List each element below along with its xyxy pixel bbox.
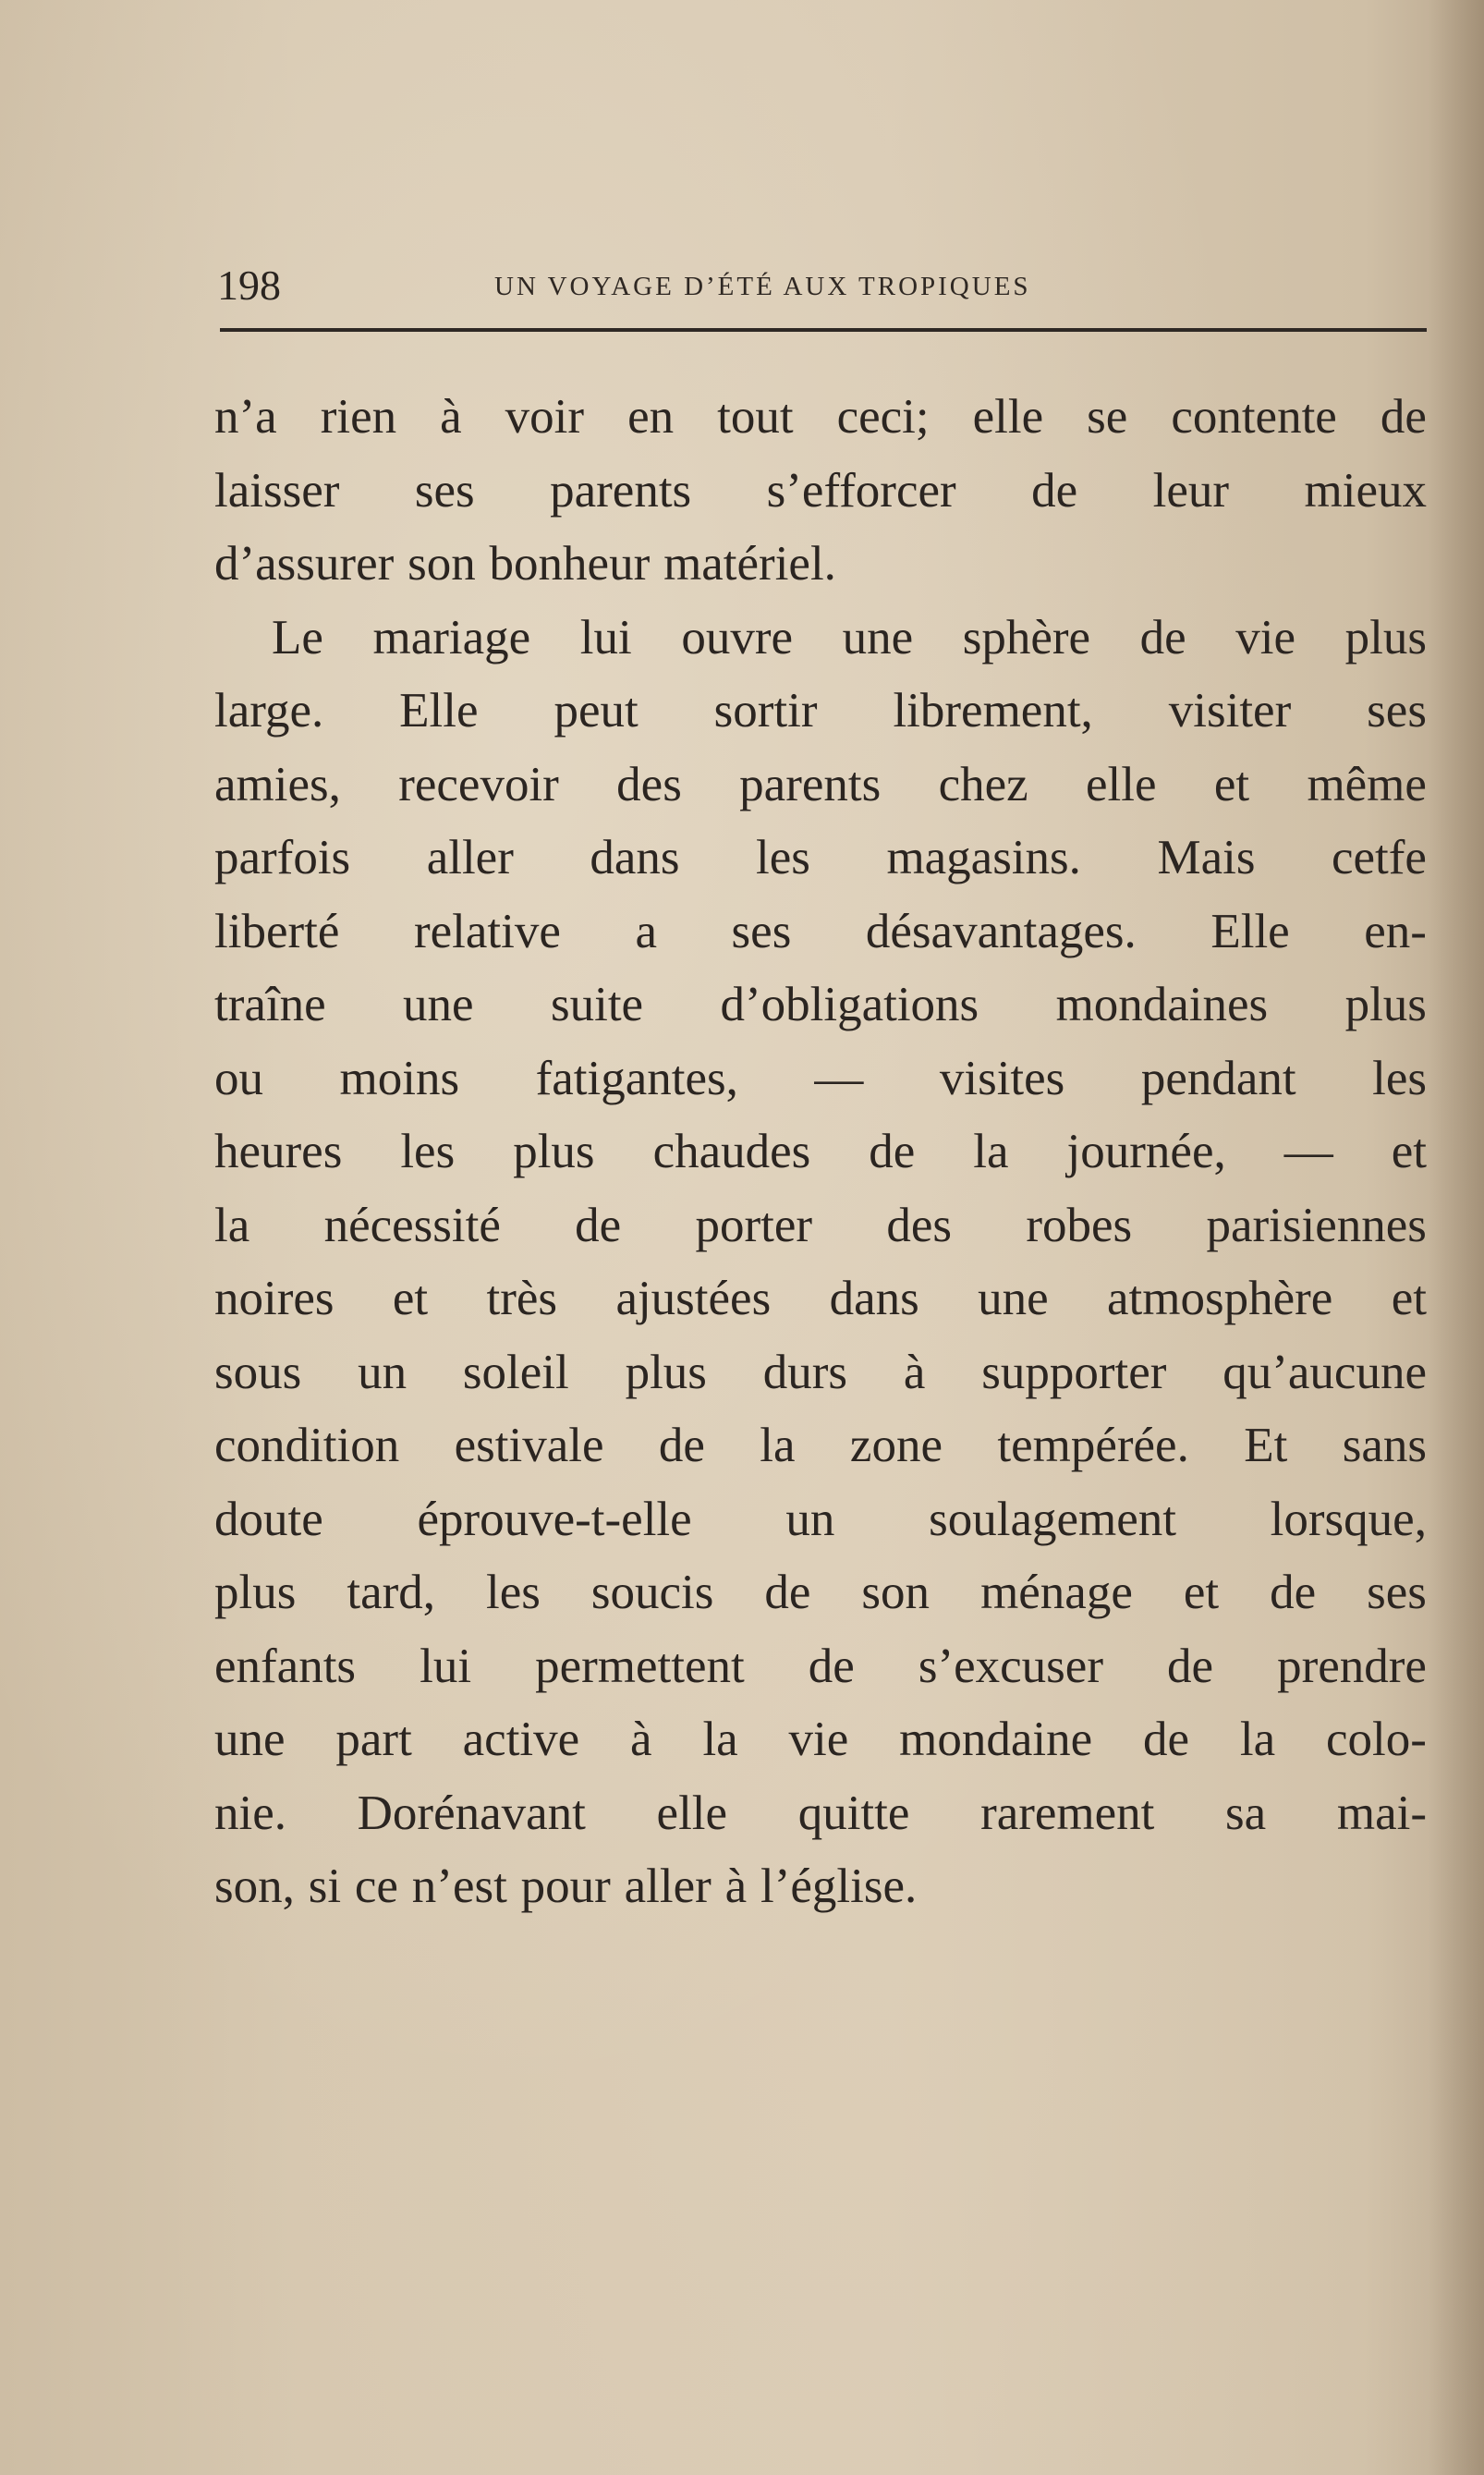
text-line: la nécessité de porter des robes parisiennes (214, 1198, 1427, 1252)
text-line: ou moins fatigantes, — visites pendant les (214, 1051, 1427, 1105)
body-text (214, 381, 1427, 1924)
text-line: n’a rien à voir en tout ceci; elle se contente de (214, 390, 1427, 444)
text-line: nie. Dorénavant elle quitte rarement sa mai- (214, 1786, 1427, 1840)
text-line: noires et très ajustées dans une atmosphère et (214, 1272, 1427, 1325)
text-line: traîne une suite d’obligations mondaines plus (214, 978, 1427, 1031)
page-header (217, 262, 1428, 309)
text-line: doute éprouve-t-elle un soulagement lorsque, (214, 1492, 1427, 1546)
text-line: d’assurer son bonheur matériel. (214, 537, 836, 591)
text-line: sous un soleil plus durs à supporter qu’aucune (214, 1345, 1427, 1399)
header-rule (220, 328, 1427, 332)
page-number: 198 (217, 262, 281, 309)
text-line: liberté relative a ses désavantages. Elle en- (214, 904, 1427, 958)
text-line: heures les plus chaudes de la journée, — et (214, 1125, 1427, 1178)
text-line: large. Elle peut sortir librement, visiter ses (214, 684, 1427, 738)
text-line: son, si ce n’est pour aller à l’église. (214, 1859, 918, 1913)
page-edge-shadow (1429, 0, 1484, 2475)
text-line: condition estivale de la zone tempérée. Et sans (214, 1419, 1427, 1472)
text-line: Le mariage lui ouvre une sphère de vie plus (272, 610, 1427, 664)
text-line: plus tard, les soucis de son ménage et de ses (214, 1566, 1427, 1619)
text-line: laisser ses parents s’efforcer de leur mieux (214, 463, 1427, 518)
running-title: UN VOYAGE D’ÉTÉ AUX TROPIQUES (494, 272, 1031, 301)
text-line: une part active à la vie mondaine de la colo- (214, 1713, 1427, 1766)
text-line: enfants lui permettent de s’excuser de prendre (214, 1639, 1427, 1693)
text-line: parfois aller dans les magasins. Mais cetfe (214, 831, 1427, 884)
text-line: amies, recevoir des parents chez elle et même (214, 757, 1427, 811)
